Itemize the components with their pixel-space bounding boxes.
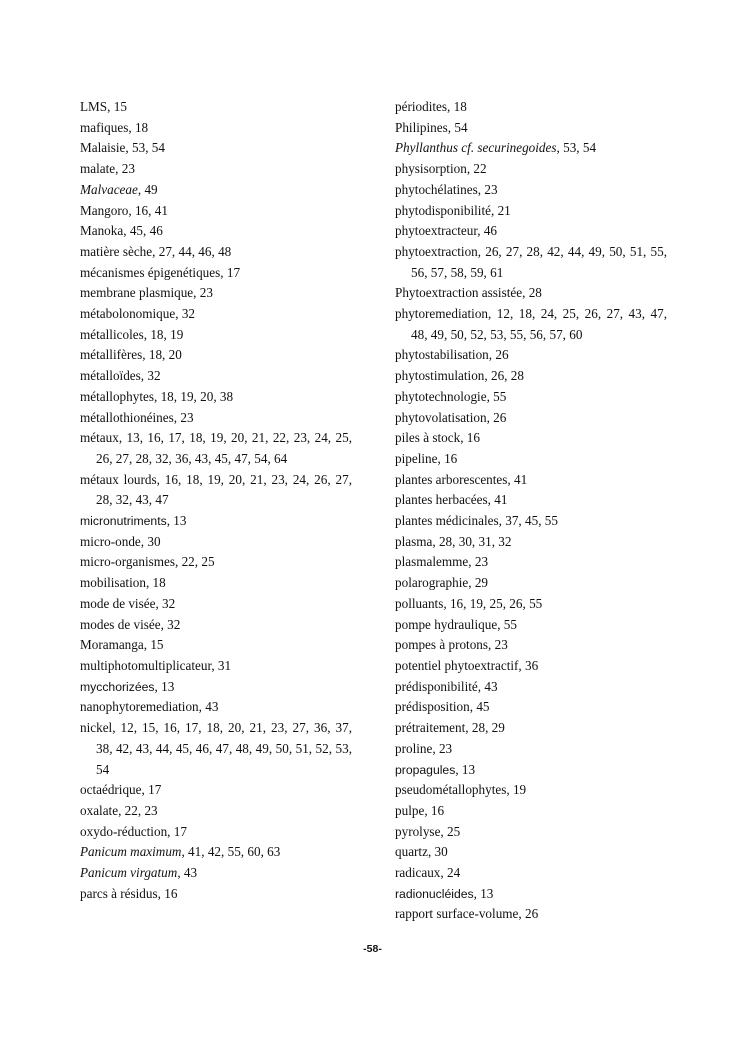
index-pages: , 22, 23 [118, 802, 158, 818]
index-entry [80, 387, 352, 408]
index-term: mécanismes épigenétiques [80, 264, 221, 280]
index-entry [80, 573, 352, 594]
index-entry [395, 118, 667, 139]
index-term: mafiques [80, 119, 129, 135]
index-pages: , 13 [473, 885, 494, 901]
index-entry [395, 780, 667, 801]
index-entry [395, 739, 667, 760]
index-pages: , 13 [166, 513, 187, 529]
index-pages: , 22, 25 [174, 554, 215, 570]
index-pages: , 13, 16, 17, 18, 19, 20, 21, 22, 23, 24, 25, 26, 27, 28, 32, 36, 43, 45, 47, 54, 64 [96, 430, 352, 466]
index-pages: , 28, 29 [465, 720, 505, 736]
index-term: métaux lourds [80, 471, 157, 487]
index-pages: , 32 [155, 595, 176, 611]
index-term: plasma [395, 533, 433, 549]
index-entry [395, 283, 667, 304]
index-entry [395, 532, 667, 553]
index-pages: , 54 [447, 119, 468, 135]
index-pages: , 17 [167, 823, 187, 839]
index-pages: , 23 [193, 285, 213, 301]
index-term: pyrolyse [395, 823, 441, 839]
index-pages: , 16, 19, 25, 26, 55 [443, 595, 543, 611]
index-entry [80, 138, 352, 159]
index-term: oxalate [80, 802, 119, 818]
index-term: phytoextraction [395, 243, 478, 259]
index-entry [395, 97, 667, 118]
index-pages: , 16, 41 [128, 202, 168, 218]
index-term: modes de visée [80, 616, 161, 632]
index-pages: , 13 [455, 761, 476, 777]
index-term: nickel [80, 720, 113, 736]
index-term: Manoka [80, 223, 124, 239]
index-term: nanophytoremediation [80, 699, 199, 715]
index-entry [395, 138, 667, 159]
index-pages: , 13 [154, 678, 175, 694]
index-term: Moramanga [80, 637, 144, 653]
index-entry [80, 242, 352, 263]
index-term: phytochélatines [395, 181, 478, 197]
index-pages: , 37, 45, 55 [498, 513, 558, 529]
index-entry [80, 345, 352, 366]
index-entry [395, 180, 667, 201]
index-entry [80, 656, 352, 677]
index-entry [395, 449, 667, 470]
index-entry [395, 221, 667, 242]
index-pages: , 23 [115, 161, 135, 177]
index-pages: , 16 [460, 430, 480, 446]
index-entry [395, 490, 667, 511]
index-pages: , 17 [220, 264, 241, 280]
index-term: phytovolatisation [395, 409, 487, 425]
index-pages: , 16 [424, 802, 445, 818]
index-term: potentiel phytoextractif [395, 657, 519, 673]
index-term: malate [80, 161, 116, 177]
index-pages: , 43 [177, 865, 198, 881]
index-pages: , 29 [468, 575, 489, 591]
index-term: phytoremediation [395, 306, 489, 322]
index-entry [395, 242, 667, 283]
index-term: radionucléides [395, 886, 474, 901]
index-pages: , 26 [518, 906, 539, 922]
index-term: plantes herbacées [395, 492, 488, 508]
index-pages: , 15 [143, 637, 164, 653]
index-entry [80, 884, 352, 905]
index-term: membrane plasmique [80, 285, 194, 301]
index-entry [395, 822, 667, 843]
index-term: métalloïdes [80, 368, 141, 384]
index-entry [395, 345, 667, 366]
index-term: micro-organismes [80, 554, 175, 570]
index-pages: , 49 [137, 181, 158, 197]
index-term: micronutriments [80, 514, 167, 529]
index-pages: , 23 [468, 554, 489, 570]
index-entry [395, 884, 667, 905]
index-pages: , 46 [477, 223, 498, 239]
index-term: proline [395, 740, 433, 756]
index-term: parcs à résidus [80, 885, 158, 901]
index-entry [80, 428, 352, 469]
index-entry [395, 159, 667, 180]
index-term: propagules [395, 762, 456, 777]
index-pages: , 45, 46 [123, 223, 163, 239]
index-entry [80, 97, 352, 118]
index-term: multiphotomultiplicateur [80, 657, 212, 673]
index-entry [80, 283, 352, 304]
index-pages: , 53, 54 [556, 140, 597, 156]
index-entry [80, 677, 352, 698]
index-pages: , 26, 27, 28, 42, 44, 49, 50, 51, 55, 56, 57, 58, 59, 61 [411, 243, 667, 280]
index-pages: , 32 [140, 368, 161, 384]
index-pages: , 23 [173, 409, 194, 425]
index-entry [80, 470, 352, 511]
index-term: physisorption [395, 161, 467, 177]
index-pages: , 18 [145, 575, 166, 591]
index-pages: , 26 [486, 409, 507, 425]
index-term: plantes médicinales [395, 513, 499, 529]
index-entry [80, 118, 352, 139]
index-term: mycchorizées [80, 679, 155, 694]
index-pages: , 23 [432, 740, 453, 756]
index-term: plasmalemme [395, 554, 469, 570]
index-term: pompe hydraulique [395, 616, 498, 632]
index-term: Phytoextraction assistée [395, 285, 523, 301]
index-entry [395, 615, 667, 636]
index-term: rapport surface-volume [395, 906, 519, 922]
index-column-right [395, 97, 667, 925]
index-entry [395, 718, 667, 739]
index-pages: , 28, 30, 31, 32 [432, 533, 512, 549]
index-column-left [80, 97, 352, 904]
index-pages: , 28 [522, 285, 542, 301]
index-entry [80, 801, 352, 822]
index-entry [80, 325, 352, 346]
index-entry [80, 718, 352, 780]
index-entry [395, 594, 667, 615]
index-entry [80, 780, 352, 801]
index-pages: , 41 [507, 471, 528, 487]
index-pages: , 17 [141, 782, 162, 798]
index-entry [395, 677, 667, 698]
index-term: Panicum virgatum [80, 865, 178, 881]
index-entry [395, 697, 667, 718]
index-pages: , 45 [469, 699, 490, 715]
index-entry [80, 304, 352, 325]
index-pages: , 12, 18, 24, 25, 26, 27, 43, 47, 48, 49, 50, 52, 53, 55, 56, 57, 60 [411, 306, 667, 342]
index-term: prédisponibilité [395, 678, 478, 694]
index-term: prétraitement [395, 720, 466, 736]
index-entry [395, 470, 667, 491]
index-term: périodites [395, 99, 448, 114]
index-term: pompes à protons [395, 637, 489, 653]
index-pages: , 12, 15, 16, 17, 18, 20, 21, 23, 27, 36, 37, 38, 42, 43, 44, 45, 46, 47, 48, 49, 50, 51, 52, 53, 54 [96, 720, 352, 777]
index-term: matière sèche [80, 243, 153, 259]
index-entry [395, 904, 667, 925]
index-term: Malvaceae [80, 181, 138, 197]
index-entry [395, 573, 667, 594]
index-term: pulpe [395, 802, 425, 818]
index-term: Phyllanthus cf. securinegoides [395, 140, 557, 156]
index-term: pipeline [395, 450, 438, 466]
index-pages: , 55 [497, 616, 517, 632]
index-pages: , 41, 42, 55, 60, 63 [181, 844, 281, 860]
index-term: phytostimulation [395, 368, 485, 384]
index-term: Philipines [395, 119, 448, 135]
index-term: oxydo-réduction [80, 823, 168, 839]
index-term: métabolonomique [80, 306, 176, 322]
index-entry [395, 801, 667, 822]
index-entry [395, 760, 667, 781]
index-entry [80, 863, 352, 884]
index-term: phytostabilisation [395, 347, 489, 363]
index-term: octaédrique [80, 782, 142, 798]
index-pages: , 15 [107, 99, 127, 114]
index-pages: , 27, 44, 46, 48 [152, 243, 232, 259]
index-entry [395, 408, 667, 429]
index-entry [80, 842, 352, 863]
index-entry [395, 366, 667, 387]
index-pages: , 16 [157, 885, 178, 901]
index-pages: , 26 [488, 347, 509, 363]
index-pages: , 18, 20 [142, 347, 182, 363]
index-term: micro-onde [80, 533, 141, 549]
index-entry [395, 511, 667, 532]
index-term: métallothionéines [80, 409, 174, 425]
index-pages: , 25 [440, 823, 461, 839]
index-term: piles à stock [395, 430, 461, 446]
index-term: métallifères [80, 347, 143, 363]
index-term: phytotechnologie [395, 388, 487, 404]
index-entry [395, 304, 667, 345]
index-entry [80, 635, 352, 656]
index-entry [395, 387, 667, 408]
index-term: prédisposition [395, 699, 470, 715]
index-pages: , 16, 18, 19, 20, 21, 23, 24, 26, 27, 28, 32, 43, 47 [96, 471, 352, 508]
index-term: polluants [395, 595, 444, 611]
index-entry [80, 532, 352, 553]
index-term: radicaux [395, 865, 441, 881]
index-entry [80, 594, 352, 615]
index-pages: , 30 [140, 533, 161, 549]
index-pages: , 23 [488, 637, 508, 653]
index-pages: , 22 [466, 161, 487, 177]
index-pages: , 31 [211, 657, 232, 673]
index-pages: , 18 [447, 99, 467, 114]
index-pages: , 53, 54 [125, 140, 165, 156]
index-entry [80, 697, 352, 718]
index-entry [395, 552, 667, 573]
index-term: LMS [80, 99, 108, 114]
index-pages: , 26, 28 [484, 368, 524, 384]
index-term: quartz [395, 844, 428, 860]
index-pages: , 32 [160, 616, 181, 632]
index-pages: , 55 [486, 388, 507, 404]
index-entry [80, 221, 352, 242]
index-entry [80, 615, 352, 636]
index-term: Mangoro [80, 202, 129, 218]
index-term: métallophytes [80, 388, 154, 404]
index-entry [80, 366, 352, 387]
index-pages: , 18, 19 [143, 326, 184, 342]
index-pages: , 16 [437, 450, 458, 466]
index-pages: , 23 [477, 181, 498, 197]
index-pages: , 19 [506, 782, 527, 798]
index-pages: , 24 [440, 865, 461, 881]
index-entry [80, 408, 352, 429]
index-entry [80, 263, 352, 284]
index-pages: , 32 [175, 306, 196, 322]
index-entry [395, 201, 667, 222]
index-term: phytoextracteur [395, 223, 478, 239]
index-pages: , 43 [198, 699, 219, 715]
index-entry [80, 822, 352, 843]
index-term: Panicum maximum [80, 844, 182, 860]
index-entry [395, 842, 667, 863]
index-pages: , 21 [490, 202, 511, 218]
index-entry [80, 552, 352, 573]
index-entry [395, 656, 667, 677]
index-pages: , 18 [128, 119, 149, 135]
index-term: mode de visée [80, 595, 156, 611]
index-entry [80, 201, 352, 222]
index-entry [395, 863, 667, 884]
index-term: plantes arborescentes [395, 471, 508, 487]
index-entry [80, 180, 352, 201]
index-pages: , 36 [518, 657, 539, 673]
index-entry [80, 159, 352, 180]
index-term: polarographie [395, 575, 469, 591]
index-pages: , 41 [487, 492, 508, 508]
index-entry [80, 511, 352, 532]
index-pages: , 18, 19, 20, 38 [153, 388, 234, 404]
index-term: pseudométallophytes [395, 782, 507, 798]
index-term: métallicoles [80, 326, 144, 342]
index-pages: , 43 [477, 678, 498, 694]
index-entry [395, 635, 667, 656]
index-term: métaux [80, 430, 119, 446]
index-term: Malaisie [80, 140, 126, 156]
index-term: mobilisation [80, 575, 146, 591]
index-term: phytodisponibilité [395, 202, 491, 218]
page-number: -58- [363, 943, 382, 955]
index-pages: , 30 [427, 844, 448, 860]
index-entry [395, 428, 667, 449]
